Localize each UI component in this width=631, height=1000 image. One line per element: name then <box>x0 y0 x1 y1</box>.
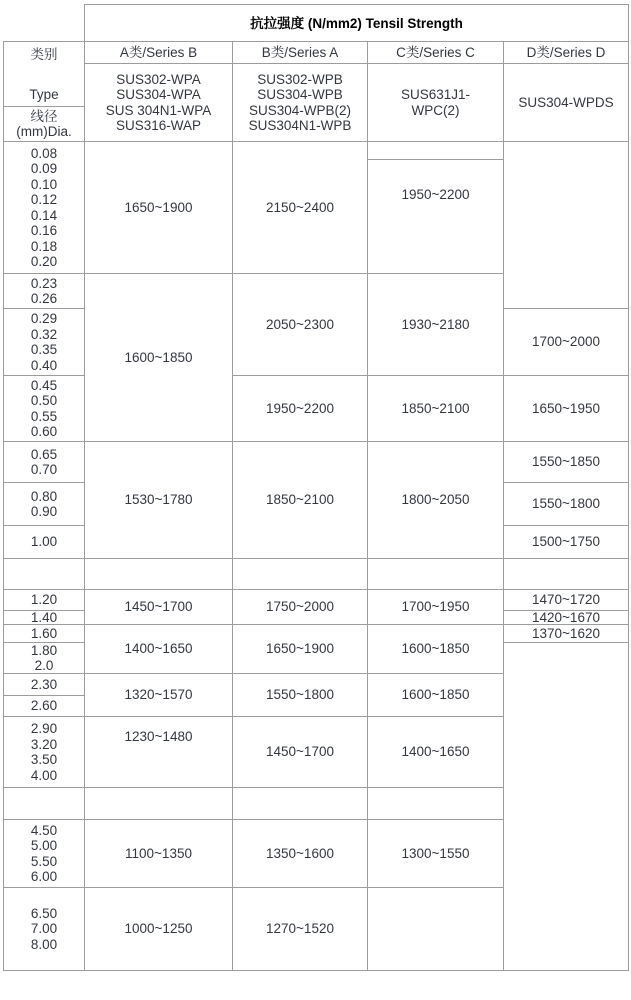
type-dia-cell-13 <box>3 642 85 674</box>
c-class-cell-11-line-0: 1400~1650 <box>401 744 470 760</box>
d-class-cell-1 <box>503 63 629 142</box>
type-dia-cell-16-line-0: 2.90 <box>30 721 58 736</box>
b-class-cell-12 <box>232 819 368 888</box>
type-dia-cell-3-line-0: 0.23 <box>30 275 58 291</box>
type-dia-cell-5-line-1: 0.50 <box>30 393 58 408</box>
b-class-cell-3-line-0: 2050~2300 <box>266 316 334 332</box>
type-dia-cell-12 <box>3 624 85 643</box>
type-dia-cell-2-line-5: 0.16 <box>30 223 58 238</box>
d-class-cell-10 <box>503 610 629 625</box>
a-class-cell-1-line-0: SUS302-WPA <box>116 71 201 87</box>
type-dia-cell-5 <box>3 375 85 442</box>
b-class-cell-1 <box>232 63 368 142</box>
c-class-cell-0-line-0: C类/Series C <box>396 44 475 60</box>
a-class-cell-5 <box>84 558 233 590</box>
b-class-cell-11 <box>232 787 368 820</box>
a-class-cell-12-line-0: 1000~1250 <box>124 921 193 937</box>
a-class-cell-7-line-0: 1400~1650 <box>124 641 193 657</box>
c-class-cell-3 <box>367 159 504 274</box>
a-class-cell-12 <box>84 887 233 971</box>
a-class-cell-10 <box>84 787 233 820</box>
c-class-cell-13-line-0: 1300~1550 <box>401 845 470 861</box>
b-class-cell-6 <box>232 558 368 590</box>
type-dia-cell-2-line-7: 0.20 <box>30 254 58 269</box>
type-dia-cell-1-line-0: 线径 <box>30 108 58 124</box>
type-dia-cell-13-line-1: 2.0 <box>34 658 54 673</box>
d-class-cell-10-line-0: 1420~1670 <box>532 610 600 625</box>
type-dia-cell-3-line-1: 0.26 <box>30 291 58 306</box>
type-dia-cell-4-line-2: 0.35 <box>30 342 58 357</box>
type-dia-cell-5-line-2: 0.55 <box>30 408 58 424</box>
type-dia-cell-19 <box>3 887 85 971</box>
d-class-cell-7-line-0: 1500~1750 <box>532 534 600 550</box>
b-class-cell-10-line-0: 1450~1700 <box>266 744 334 760</box>
c-class-cell-2 <box>367 141 504 160</box>
type-dia-cell-16-line-3: 4.00 <box>30 767 58 783</box>
type-dia-cell-15 <box>3 695 85 717</box>
c-class-cell-8-line-0: 1700~1950 <box>401 599 470 615</box>
b-class-cell-3 <box>232 273 368 376</box>
a-class-cell-6 <box>84 589 233 625</box>
c-class-cell-1-line-0: SUS631J1- <box>400 87 471 102</box>
c-class-cell-12 <box>367 787 504 820</box>
type-dia-cell-2-line-4: 0.14 <box>30 207 58 223</box>
b-class-cell-10 <box>232 716 368 788</box>
c-class-cell-8 <box>367 589 504 625</box>
type-dia-cell-4-line-3: 0.40 <box>30 357 58 373</box>
type-dia-cell-0-line-0: 类别 <box>30 47 58 62</box>
type-dia-cell-0-line-1: Type <box>29 86 59 102</box>
c-class-cell-3-line-0: 1950~2200 <box>401 187 470 202</box>
type-dia-cell-13-line-0: 1.80 <box>30 642 58 658</box>
a-class-cell-11 <box>84 819 233 888</box>
b-class-cell-5 <box>232 441 368 559</box>
a-class-cell-0 <box>84 41 233 64</box>
type-dia-cell-16-line-2: 3.50 <box>30 752 58 767</box>
type-dia-cell-4-line-0: 0.29 <box>30 311 58 326</box>
b-class-cell-1-line-3: SUS304N1-WPB <box>248 118 352 133</box>
b-class-cell-9-line-0: 1550~1800 <box>266 687 334 703</box>
c-class-cell-11 <box>367 716 504 788</box>
type-dia-cell-7-line-1: 0.90 <box>30 504 58 519</box>
d-class-cell-3 <box>503 308 629 376</box>
b-class-cell-0-line-0: B类/Series A <box>261 44 339 60</box>
b-class-cell-13-line-0: 1270~1520 <box>266 921 334 937</box>
b-class-cell-1-line-0: SUS302-WPB <box>257 71 343 87</box>
c-class-cell-14 <box>367 887 504 971</box>
type-dia-cell-19-line-1: 7.00 <box>30 921 58 937</box>
type-dia-cell-18-line-3: 6.00 <box>30 869 58 884</box>
c-class-cell-7 <box>367 558 504 590</box>
c-class-cell-9-line-0: 1600~1850 <box>401 641 470 657</box>
a-class-cell-1-line-2: SUS 304N1-WPA <box>105 102 212 118</box>
a-class-cell-4 <box>84 441 233 559</box>
type-dia-cell-1-line-1: (mm)Dia. <box>16 124 72 139</box>
b-class-cell-12-line-0: 1350~1600 <box>266 845 334 861</box>
a-class-cell-0-line-0: A类/Series B <box>119 44 198 60</box>
a-class-cell-3 <box>84 273 233 442</box>
d-class-cell-7 <box>503 525 629 559</box>
b-class-cell-2 <box>232 141 368 274</box>
a-class-cell-9 <box>84 716 233 788</box>
d-class-cell-0-line-0: D类/Series D <box>526 44 606 60</box>
a-class-cell-11-line-0: 1100~1350 <box>125 845 192 861</box>
d-class-cell-5-line-0: 1550~1850 <box>532 454 600 470</box>
d-class-cell-4-line-0: 1650~1950 <box>532 400 600 416</box>
type-dia-cell-2-line-3: 0.12 <box>30 192 58 207</box>
c-class-cell-10-line-0: 1600~1850 <box>401 687 470 703</box>
type-dia-cell-10-line-0: 1.20 <box>30 592 58 608</box>
type-dia-cell-8 <box>3 525 85 559</box>
type-dia-cell-18 <box>3 819 85 888</box>
type-dia-cell-14-line-0: 2.30 <box>30 676 58 692</box>
b-class-cell-1-line-2: SUS304-WPB(2) <box>248 102 352 118</box>
c-class-cell-5 <box>367 375 504 442</box>
type-dia-cell-2-line-1: 0.09 <box>30 161 58 176</box>
type-dia-cell-7 <box>3 482 85 526</box>
a-class-cell-9-line-0: 1230~1480 <box>124 729 193 744</box>
d-class-cell-5 <box>503 441 629 483</box>
type-dia-cell-18-line-0: 4.50 <box>30 822 58 838</box>
type-dia-cell-8-line-0: 1.00 <box>30 534 58 550</box>
type-dia-cell-3 <box>3 273 85 309</box>
c-class-cell-9 <box>367 624 504 674</box>
type-dia-cell-2-line-0: 0.08 <box>30 145 58 161</box>
type-dia-cell-2-line-6: 0.18 <box>30 238 58 254</box>
c-class-cell-1-line-1: WPC(2) <box>411 102 460 118</box>
b-class-cell-8-line-0: 1650~1900 <box>266 641 334 657</box>
a-class-cell-8-line-0: 1320~1570 <box>124 687 193 703</box>
type-dia-cell-4 <box>3 308 85 376</box>
type-dia-cell-9 <box>3 558 85 590</box>
b-class-cell-13 <box>232 887 368 971</box>
table-title: 抗拉强度 (N/mm2) Tensil Strength <box>84 4 629 42</box>
b-class-cell-7 <box>232 589 368 625</box>
d-class-cell-0 <box>503 41 629 64</box>
a-class-cell-1-line-1: SUS304-WPA <box>116 87 201 102</box>
d-class-cell-11 <box>503 624 629 643</box>
type-dia-cell-19-line-0: 6.50 <box>30 905 58 921</box>
c-class-cell-4-line-0: 1930~2180 <box>401 316 470 332</box>
a-class-cell-3-line-0: 1600~1850 <box>124 349 193 365</box>
type-dia-cell-17 <box>3 787 85 820</box>
type-dia-cell-14 <box>3 673 85 696</box>
type-dia-cell-6 <box>3 441 85 483</box>
d-class-cell-12 <box>503 642 629 971</box>
type-dia-cell-11 <box>3 610 85 625</box>
a-class-cell-8 <box>84 673 233 717</box>
c-class-cell-10 <box>367 673 504 717</box>
d-class-cell-6-line-0: 1550~1800 <box>532 496 600 512</box>
a-class-cell-2 <box>84 141 233 274</box>
d-class-cell-9 <box>503 589 629 611</box>
b-class-cell-2-line-0: 2150~2400 <box>266 199 334 215</box>
a-class-cell-7 <box>84 624 233 674</box>
b-class-cell-0 <box>232 41 368 64</box>
type-dia-cell-15-line-0: 2.60 <box>30 698 58 714</box>
a-class-cell-6-line-0: 1450~1700 <box>124 599 193 615</box>
b-class-cell-4-line-0: 1950~2200 <box>266 400 334 416</box>
type-dia-cell-12-line-0: 1.60 <box>30 625 58 641</box>
type-dia-cell-1 <box>3 106 85 142</box>
c-class-cell-1 <box>367 63 504 142</box>
type-dia-cell-6-line-0: 0.65 <box>30 446 58 462</box>
type-dia-cell-5-line-3: 0.60 <box>30 424 58 439</box>
a-class-cell-2-line-0: 1650~1900 <box>124 199 193 215</box>
b-class-cell-1-line-1: SUS304-WPB <box>257 87 343 102</box>
c-class-cell-13 <box>367 819 504 888</box>
a-class-cell-1-line-3: SUS316-WAP <box>115 118 202 133</box>
b-class-cell-4 <box>232 375 368 442</box>
type-dia-cell-4-line-1: 0.32 <box>30 326 58 342</box>
d-class-cell-1-line-0: SUS304-WPDS <box>518 94 614 110</box>
type-dia-cell-16-line-1: 3.20 <box>30 736 58 752</box>
a-class-cell-1 <box>84 63 233 142</box>
type-dia-cell-11-line-0: 1.40 <box>30 610 58 625</box>
b-class-cell-9 <box>232 673 368 717</box>
type-dia-cell-2 <box>3 141 85 274</box>
c-class-cell-5-line-0: 1850~2100 <box>401 400 470 416</box>
d-class-cell-9-line-0: 1470~1720 <box>532 592 600 608</box>
type-dia-cell-18-line-1: 5.00 <box>30 838 58 853</box>
c-class-cell-6-line-0: 1800~2050 <box>401 492 470 508</box>
type-dia-cell-5-line-0: 0.45 <box>30 377 58 393</box>
type-dia-cell-7-line-0: 0.80 <box>30 488 58 504</box>
b-class-cell-5-line-0: 1850~2100 <box>266 492 334 508</box>
d-class-cell-8 <box>503 558 629 590</box>
d-class-cell-6 <box>503 482 629 526</box>
type-dia-cell-10 <box>3 589 85 611</box>
d-class-cell-4 <box>503 375 629 442</box>
d-class-cell-2 <box>503 141 629 309</box>
type-dia-cell-2-line-2: 0.10 <box>30 176 58 192</box>
type-dia-cell-6-line-1: 0.70 <box>30 462 58 477</box>
c-class-cell-6 <box>367 441 504 559</box>
type-dia-cell-16 <box>3 716 85 788</box>
b-class-cell-8 <box>232 624 368 674</box>
a-class-cell-4-line-0: 1530~1780 <box>124 492 193 508</box>
type-dia-cell-19-line-2: 8.00 <box>30 936 58 952</box>
b-class-cell-7-line-0: 1750~2000 <box>266 599 334 615</box>
c-class-cell-4 <box>367 273 504 376</box>
d-class-cell-11-line-0: 1370~1620 <box>532 625 600 641</box>
d-class-cell-3-line-0: 1700~2000 <box>532 334 600 350</box>
type-dia-cell-0 <box>3 41 85 107</box>
c-class-cell-0 <box>367 41 504 64</box>
type-dia-cell-18-line-2: 5.50 <box>30 853 58 869</box>
